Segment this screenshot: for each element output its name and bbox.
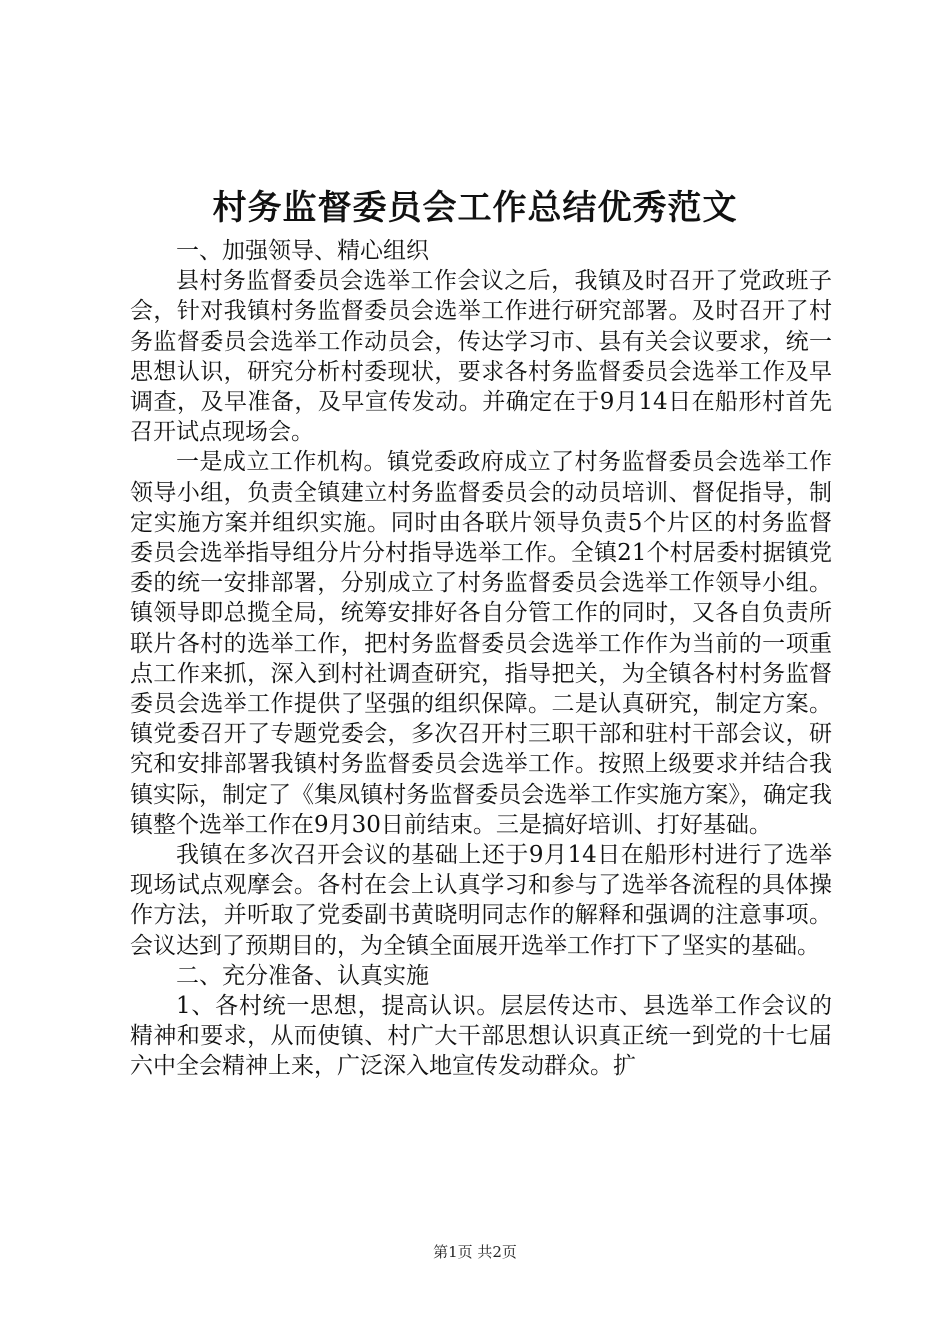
paragraph: 我镇在多次召开会议的基础上还于9月14日在船形村进行了选举现场试点观摩会。各村在会上认真学习和参与了选举各流程的具体操作方法，并听取了党委副书黄晓明同志作的解释和强调的注意事项。会议达到了预期目的，为全镇全面展开选举工作打下了坚实的基础。	[130, 842, 832, 959]
page-number-footer: 第1页 共2页	[433, 1243, 517, 1261]
paragraph: 一是成立工作机构。镇党委政府成立了村务监督委员会选举工作领导小组，负责全镇建立村务监督委员会的动员培训、督促指导，制定实施方案并组织实施。同时由各联片领导负责5个片区的村务监督委员会选举指导组分片分村指导选举工作。全镇21个村居委村据镇党委的统一安排部署，分别成立了村务监督委员会选举工作领导小组。镇领导即总揽全局，统筹安排好各自分管工作的同时，又各自负责所联片各村的选举工作，把村务监督委员会选举工作作为当前的一项重点工作来抓，深入到村社调查研究，指导把关，为全镇各村村务监督委员会选举工作提供了坚强的组织保障。二是认真研究，制定方案。镇党委召开了专题党委会，多次召开村三职干部和驻村干部会议，研究和安排部署我镇村务监督委员会选举工作。按照上级要求并结合我镇实际，制定了《集凤镇村务监督委员会选举工作实施方案》，确定我镇整个选举工作在9月30日前结束。三是搞好培训、打好基础。	[130, 449, 832, 838]
section-heading-1: 一、加强领导、精心组织	[176, 238, 429, 264]
paragraph: 县村务监督委员会选举工作会议之后，我镇及时召开了党政班子会，针对我镇村务监督委员会选举工作进行研究部署。及时召开了村务监督委员会选举工作动员会，传达学习市、县有关会议要求，统一思想认识，研究分析村委现状，要求各村务监督委员会选举工作及早调查，及早准备，及早宣传发动。并确定在于9月14日在船形村首先召开试点现场会。	[130, 268, 832, 446]
section-heading-2: 二、充分准备、认真实施	[176, 962, 429, 989]
document-title: 村务监督委员会工作总结优秀范文	[212, 188, 738, 228]
paragraph: 1、各村统一思想，提高认识。层层传达市、县选举工作会议的精神和要求，从而使镇、村广大干部思想认识真正统一到党的十七届六中全会精神上来，广泛深入地宣传发动群众。扩	[130, 993, 832, 1080]
document-body	[130, 236, 832, 1082]
